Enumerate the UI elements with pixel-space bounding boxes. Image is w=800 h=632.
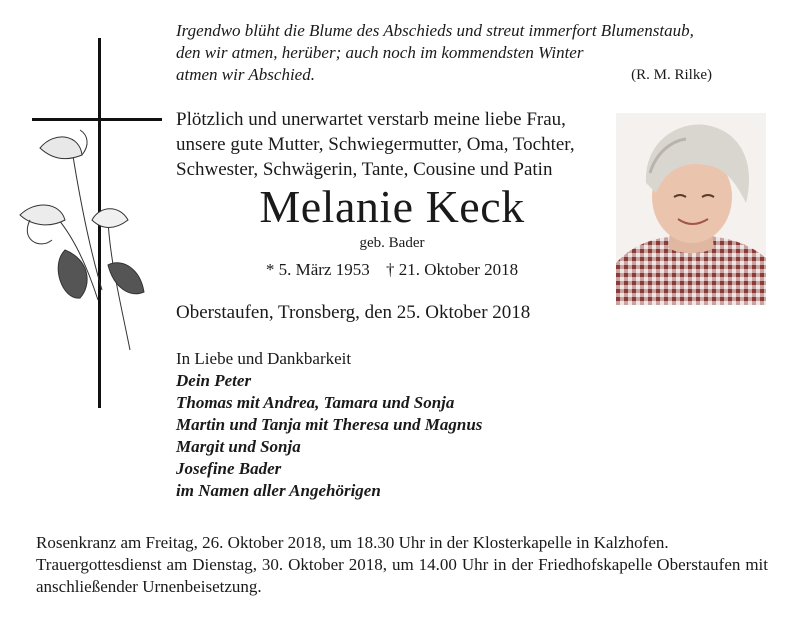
death-date: † 21. Oktober 2018	[385, 260, 519, 279]
maiden-name: geb. Bader	[359, 235, 425, 251]
calla-lily-icon	[20, 130, 144, 350]
birth-date: * 5. März 1953	[265, 260, 370, 279]
closing-line: In Liebe und Dankbarkeit	[176, 349, 352, 368]
mourner: Martin und Tanja mit Theresa und Magnus	[176, 415, 483, 434]
mourner: Dein Peter	[176, 371, 252, 390]
mourner: Josefine Bader	[176, 459, 282, 478]
cross-with-lilies	[10, 30, 170, 415]
mourner: Thomas mit Andrea, Tamara und Sonja	[176, 393, 455, 412]
intro-line: unsere gute Mutter, Schwiegermutter, Oma, Tochter,	[176, 134, 575, 155]
rilke-quote	[176, 20, 716, 86]
portrait-photo	[616, 113, 766, 305]
deceased-name: Melanie Keck	[259, 181, 525, 232]
life-dates	[176, 260, 608, 280]
quote-line: Irgendwo blüht die Blume des Abschieds und streut immerfort Blumenstaub,	[176, 21, 694, 40]
intro-line: Plötzlich und unerwartet verstarb meine liebe Frau,	[176, 109, 566, 130]
funeral-notice: Trauergottesdienst am Dienstag, 30. Oktober 2018, um 14.00 Uhr in der Friedhofskapelle Oberstaufen mit anschließender Urnenbeisetzung.	[36, 555, 768, 596]
rosary-notice: Rosenkranz am Freitag, 26. Oktober 2018, um 18.30 Uhr in der Klosterkapelle in Kalzhofen.	[36, 533, 669, 552]
intro-text	[176, 107, 575, 182]
mourners-list	[176, 370, 482, 502]
mourner: Margit und Sonja	[176, 437, 301, 456]
quote-author: (R. M. Rilke)	[631, 67, 712, 83]
quote-line: atmen wir Abschied.	[176, 65, 315, 84]
quote-line: den wir atmen, herüber; auch noch im kommendsten Winter	[176, 43, 584, 62]
place-date: Oberstaufen, Tronsberg, den 25. Oktober 2018	[176, 302, 531, 323]
service-notices	[36, 532, 768, 598]
intro-line: Schwester, Schwägerin, Tante, Cousine und Patin	[176, 159, 553, 180]
mourner: im Namen aller Angehörigen	[176, 481, 381, 500]
